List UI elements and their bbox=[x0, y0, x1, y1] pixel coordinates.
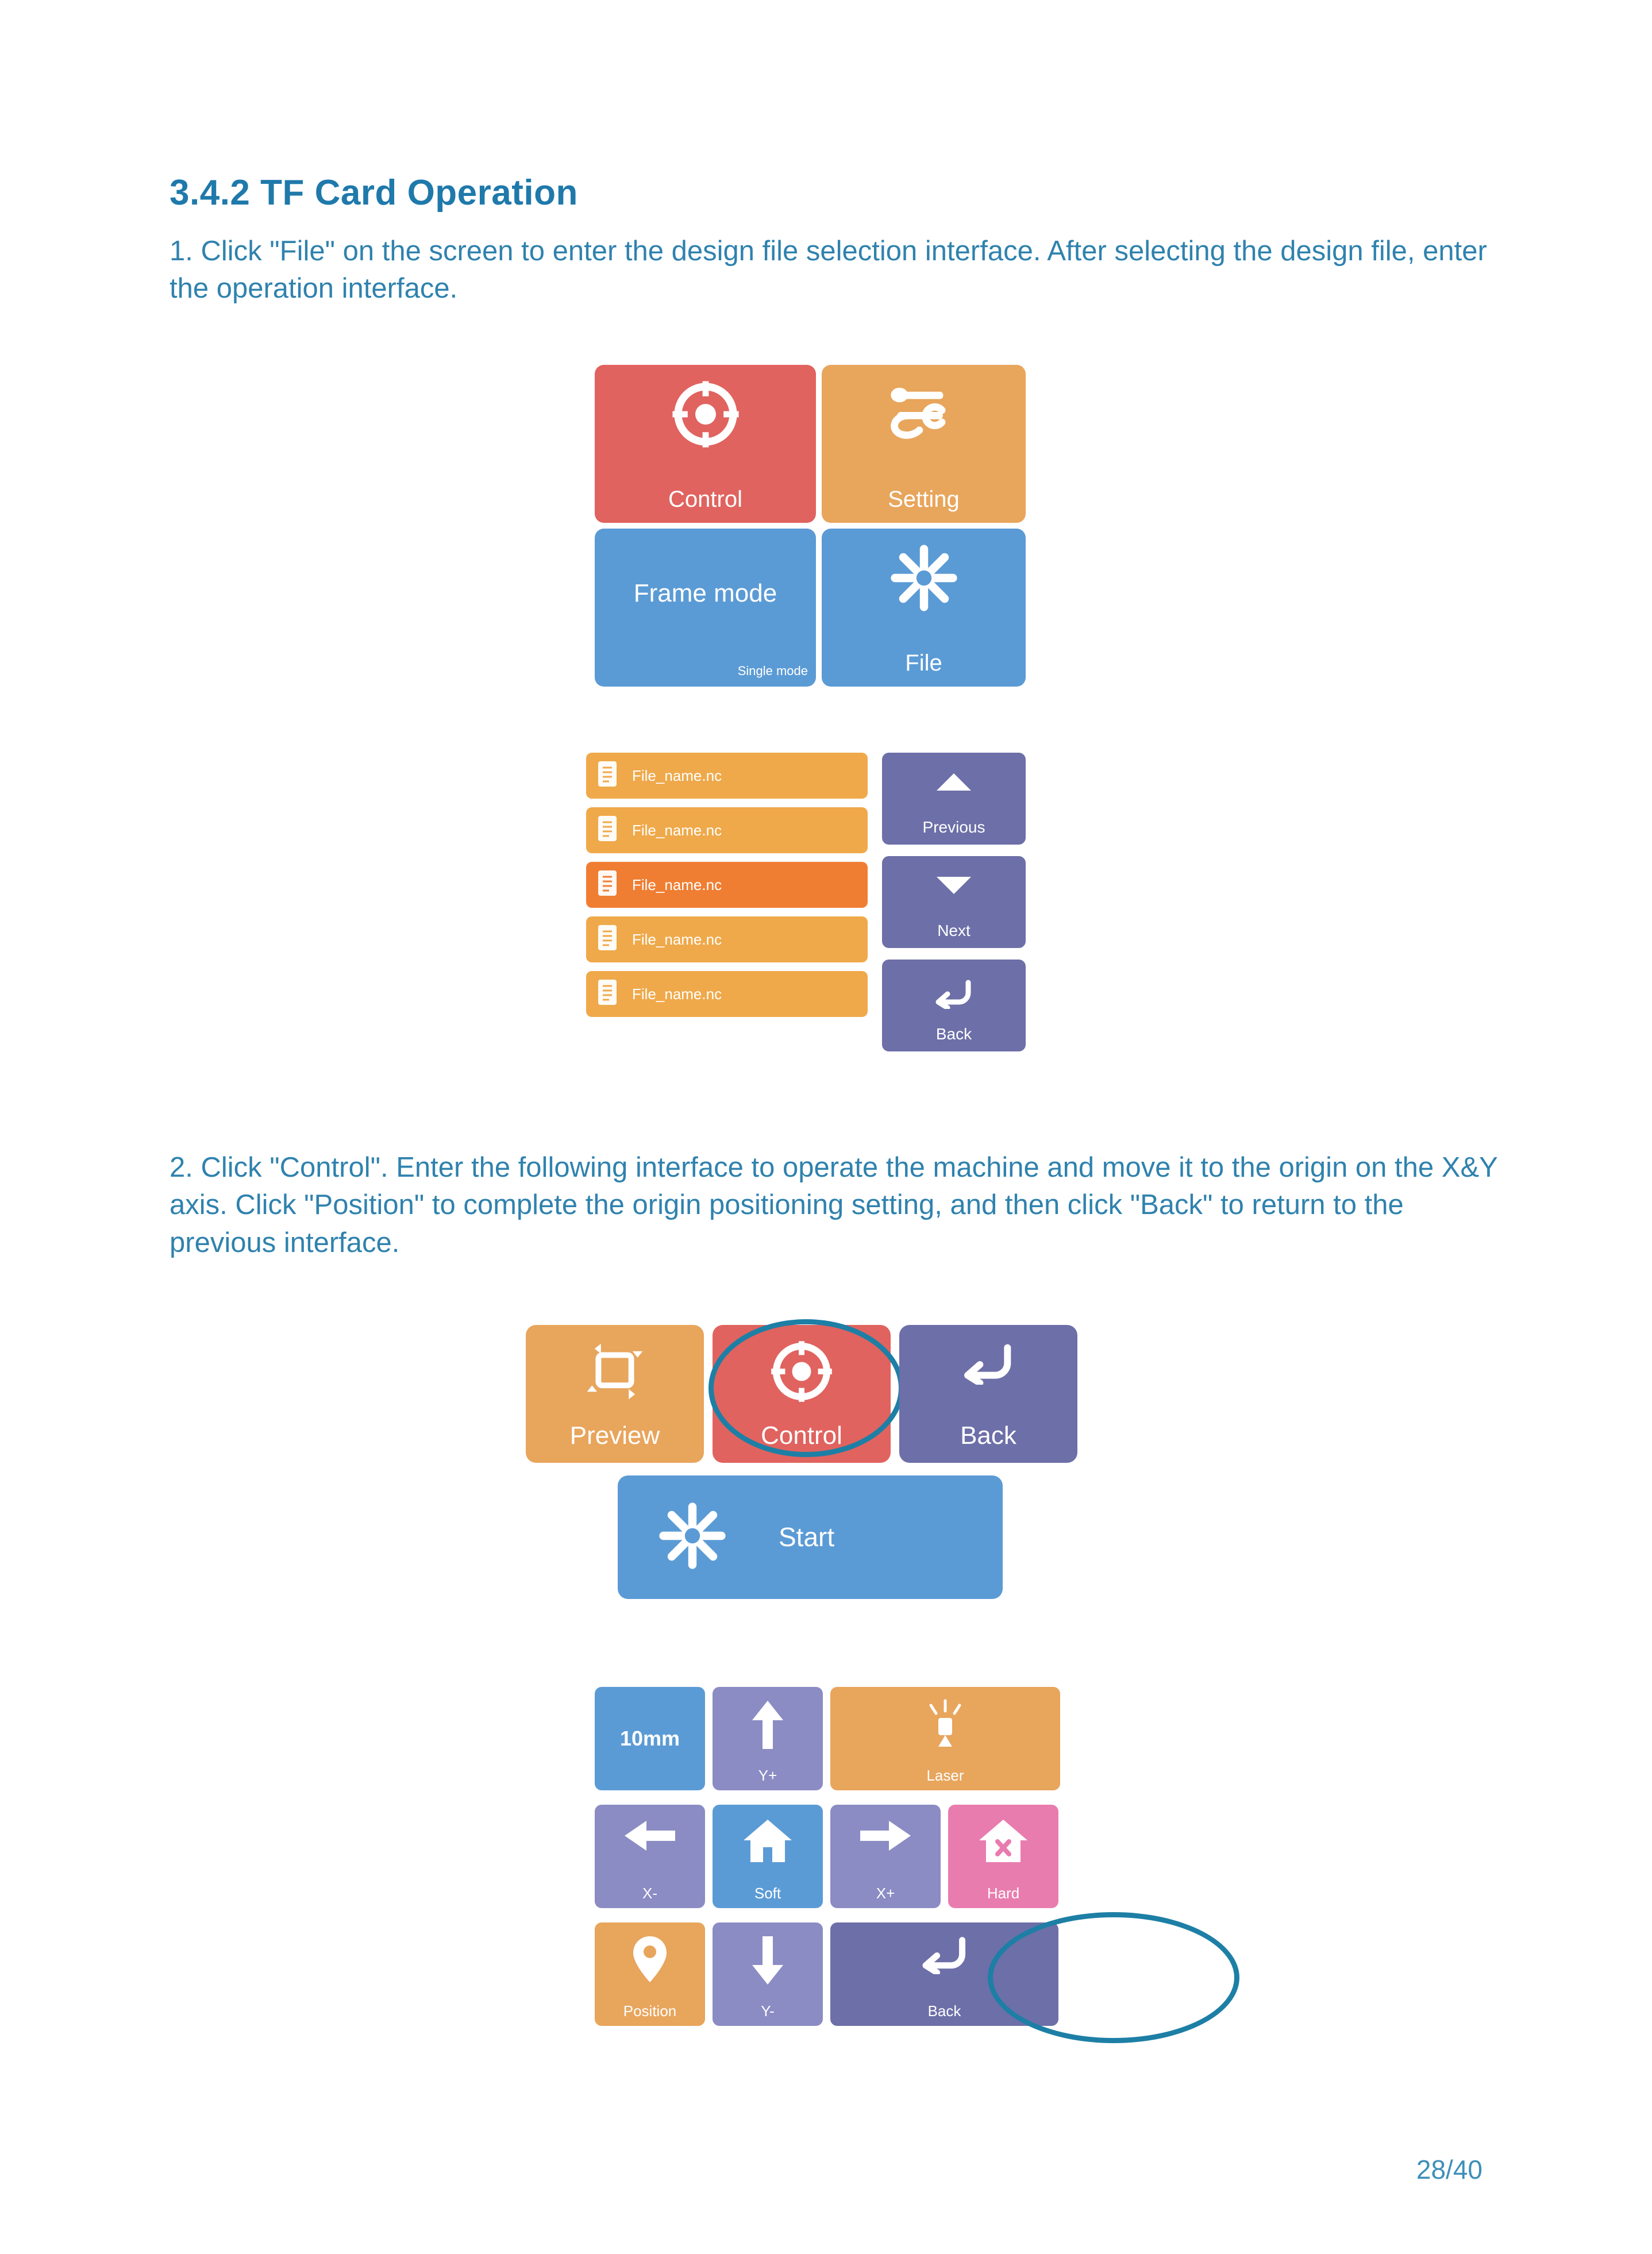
arrow-down-icon bbox=[713, 1933, 823, 1988]
jog-back-label: Back bbox=[927, 2002, 961, 2020]
jog-x-plus-button[interactable] bbox=[830, 1805, 941, 1908]
next-button[interactable] bbox=[882, 856, 1026, 948]
frame-arrows-icon bbox=[526, 1340, 704, 1403]
return-arrow-icon bbox=[882, 976, 1026, 1009]
start-button[interactable] bbox=[618, 1475, 1003, 1599]
file-icon bbox=[596, 814, 621, 847]
page-number: 28/40 bbox=[1416, 2155, 1482, 2184]
previous-button[interactable] bbox=[882, 753, 1026, 845]
file-icon bbox=[596, 978, 621, 1011]
page-content bbox=[170, 172, 1503, 2043]
jog-y-minus-label: Y- bbox=[761, 2002, 775, 2020]
jog-y-minus-button[interactable] bbox=[713, 1922, 823, 2026]
soft-home-button[interactable] bbox=[713, 1805, 823, 1908]
file-name: File_name.nc bbox=[632, 985, 722, 1003]
operation-screenshot bbox=[170, 1325, 1503, 1624]
menu-tile-frame-mode[interactable] bbox=[595, 529, 816, 687]
back-button-label: Back bbox=[935, 1025, 972, 1043]
triangle-down-icon bbox=[882, 872, 1026, 899]
arrow-up-icon bbox=[713, 1697, 823, 1752]
step-size-button[interactable] bbox=[595, 1687, 705, 1790]
jog-x-minus-label: X- bbox=[642, 1884, 657, 1902]
menu-tile-file[interactable] bbox=[822, 529, 1026, 687]
laser-button[interactable] bbox=[830, 1687, 1060, 1790]
laser-button-label: Laser bbox=[926, 1766, 964, 1784]
back-button[interactable] bbox=[899, 1325, 1077, 1463]
menu-tile-setting-label: Setting bbox=[888, 487, 960, 513]
menu-tile-file-label: File bbox=[905, 650, 942, 676]
asterisk-icon bbox=[658, 1501, 727, 1573]
step-size-value: 10mm bbox=[619, 1726, 680, 1750]
menu-tile-setting[interactable] bbox=[822, 365, 1026, 523]
hard-home-label: Hard bbox=[987, 1884, 1020, 1902]
list-item[interactable] bbox=[586, 916, 868, 962]
list-item[interactable] bbox=[586, 753, 868, 799]
asterisk-icon bbox=[822, 544, 1026, 612]
file-list-screenshot bbox=[170, 747, 1503, 1080]
arrow-left-icon bbox=[595, 1815, 705, 1856]
main-menu-screenshot bbox=[170, 365, 1503, 692]
menu-tile-control-label: Control bbox=[668, 487, 742, 513]
file-icon bbox=[596, 869, 621, 901]
preview-button[interactable] bbox=[526, 1325, 704, 1463]
control-button-label: Control bbox=[761, 1421, 842, 1450]
jog-back-button[interactable] bbox=[830, 1922, 1058, 2026]
start-button-label: Start bbox=[779, 1522, 835, 1552]
return-arrow-icon bbox=[830, 1933, 1058, 1974]
previous-button-label: Previous bbox=[922, 818, 985, 837]
file-name: File_name.nc bbox=[632, 766, 722, 784]
return-arrow-icon bbox=[899, 1340, 1077, 1385]
jog-y-plus-button[interactable] bbox=[713, 1687, 823, 1790]
list-item[interactable] bbox=[586, 807, 868, 853]
control-button[interactable] bbox=[713, 1325, 891, 1463]
menu-tile-frame-mode-label: Frame mode bbox=[633, 579, 777, 608]
soft-home-label: Soft bbox=[754, 1884, 781, 1902]
next-button-label: Next bbox=[937, 922, 971, 940]
paragraph-2: 2. Click "Control". Enter the following interface to operate the machine and move it to the origin on the X&Y axis. Click "Position" to complete the origin positioning setting, and then click "Back" to return to the previous interface. bbox=[170, 1152, 1497, 1258]
preview-button-label: Preview bbox=[569, 1421, 660, 1450]
page-title: 3.4.2 TF Card Operation bbox=[170, 173, 578, 213]
home-icon bbox=[713, 1815, 823, 1867]
jog-x-plus-label: X+ bbox=[876, 1884, 895, 1902]
triangle-up-icon bbox=[882, 769, 1026, 795]
jog-y-plus-label: Y+ bbox=[758, 1766, 777, 1784]
arrow-right-icon bbox=[830, 1815, 941, 1856]
file-icon bbox=[596, 760, 621, 792]
map-pin-icon bbox=[595, 1933, 705, 1986]
file-name: File_name.nc bbox=[632, 876, 722, 893]
file-icon bbox=[596, 923, 621, 956]
list-item-selected[interactable] bbox=[586, 862, 868, 908]
lifebuoy-icon bbox=[595, 380, 816, 449]
laser-icon bbox=[830, 1697, 1060, 1752]
jog-pad-screenshot bbox=[170, 1687, 1503, 2043]
file-name: File_name.nc bbox=[632, 821, 722, 839]
position-button-label: Position bbox=[623, 2002, 677, 2020]
file-name: File_name.nc bbox=[632, 930, 722, 948]
back-button-label: Back bbox=[960, 1421, 1016, 1450]
hard-home-button[interactable] bbox=[948, 1805, 1058, 1908]
position-button[interactable] bbox=[595, 1922, 705, 2026]
back-button[interactable] bbox=[882, 960, 1026, 1051]
jog-x-minus-button[interactable] bbox=[595, 1805, 705, 1908]
paragraph-1: 1. Click "File" on the screen to enter the design file selection interface. After selecting the design file, enter the operation interface. bbox=[170, 236, 1487, 305]
lifebuoy-icon bbox=[713, 1340, 891, 1403]
list-item[interactable] bbox=[586, 971, 868, 1017]
home-x-icon bbox=[948, 1815, 1058, 1867]
menu-tile-control[interactable] bbox=[595, 365, 816, 523]
wrench-screwdriver-icon bbox=[822, 380, 1026, 449]
menu-tile-frame-mode-sublabel: Single mode bbox=[737, 664, 808, 679]
